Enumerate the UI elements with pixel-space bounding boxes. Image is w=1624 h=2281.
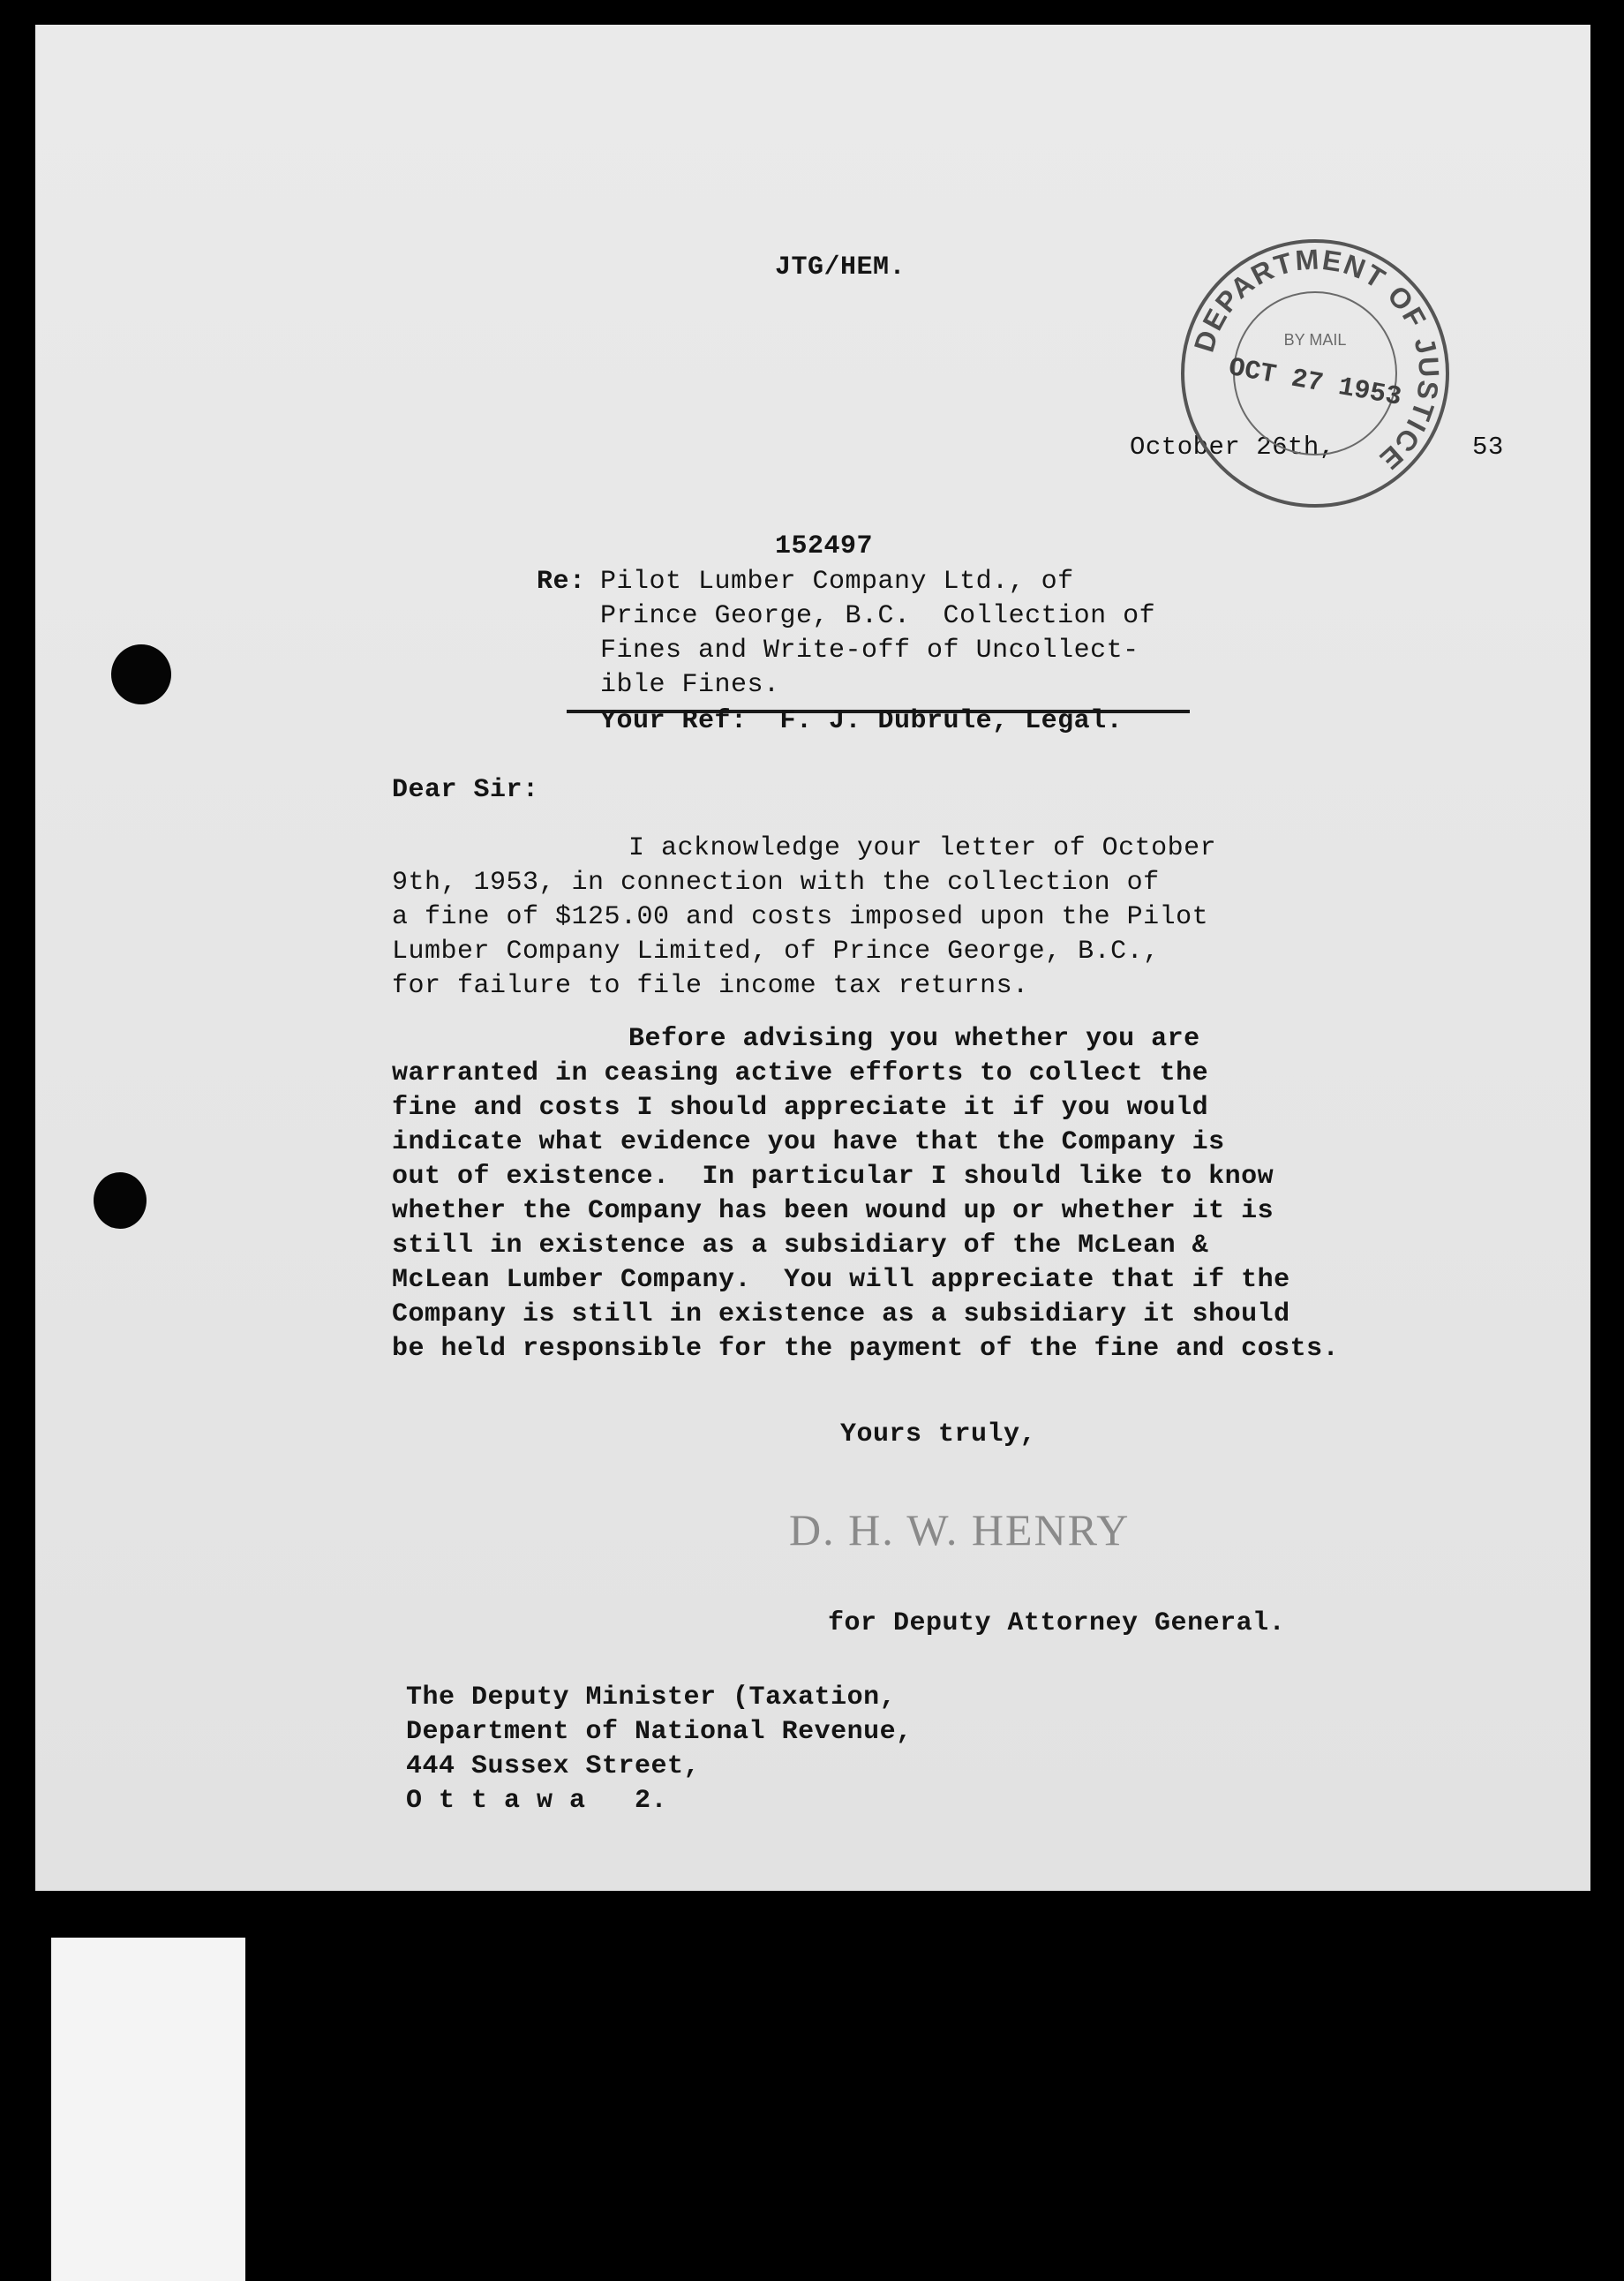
paragraph1-line-4: Lumber Company Limited, of Prince George, B.C.,: [392, 937, 1160, 967]
paragraph1-line-2: 9th, 1953, in connection with the collection of: [392, 868, 1160, 898]
signature-title: for Deputy Attorney General.: [828, 1608, 1286, 1638]
stamp-via: BY MAIL: [1283, 331, 1347, 349]
paragraph2-line-9: Company is still in existence as a subsidiary it should: [392, 1299, 1290, 1329]
letter-date: October 26th,: [1130, 433, 1335, 462]
letter-year: 53: [1472, 433, 1504, 462]
punch-hole-bottom: [94, 1172, 147, 1229]
reference-initials: JTG/HEM.: [775, 252, 906, 282]
re-line-2: Prince George, B.C. Collection of: [600, 601, 1156, 631]
re-line-1: Pilot Lumber Company Ltd., of: [600, 567, 1074, 597]
punch-hole-top: [111, 644, 171, 704]
stamp-ring-text: DEPARTMENT OF JUSTICE: [1187, 243, 1446, 478]
letter-page: [35, 25, 1590, 1891]
re-line-3: Fines and Write-off of Uncollect-: [600, 636, 1139, 666]
paragraph2-line-3: fine and costs I should appreciate it if you would: [392, 1093, 1209, 1123]
addressee-line-2: Department of National Revenue,: [406, 1717, 913, 1747]
department-of-justice-stamp: [1174, 232, 1456, 515]
file-number: 152497: [775, 531, 874, 561]
re-line-4: ible Fines.: [600, 670, 780, 700]
stamp-date: OCT 27 1953: [1226, 353, 1404, 413]
paragraph2-line-7: still in existence as a subsidiary of the McLean &: [392, 1231, 1209, 1261]
paragraph2-line-1: Before advising you whether you are: [628, 1024, 1200, 1054]
paragraph2-line-10: be held responsible for the payment of the fine and costs.: [392, 1334, 1340, 1364]
addressee-line-4: O t t a w a 2.: [406, 1786, 668, 1816]
paragraph2-line-8: McLean Lumber Company. You will appreciate that if the: [392, 1265, 1290, 1295]
re-label: Re:: [537, 567, 586, 597]
salutation: Dear Sir:: [392, 775, 539, 805]
white-card: [51, 1938, 245, 2281]
paragraph2-line-4: indicate what evidence you have that the Company is: [392, 1127, 1225, 1157]
paragraph2-line-5: out of existence. In particular I should like to know: [392, 1162, 1274, 1192]
closing: Yours truly,: [840, 1419, 1037, 1449]
signature-stamp: D. H. W. HENRY: [789, 1505, 1131, 1555]
paragraph1-line-5: for failure to file income tax returns.: [392, 971, 1029, 1001]
addressee-line-3: 444 Sussex Street,: [406, 1751, 701, 1781]
paragraph2-line-2: warranted in ceasing active efforts to collect the: [392, 1058, 1209, 1088]
paragraph2-line-6: whether the Company has been wound up or whether it is: [392, 1196, 1274, 1226]
your-reference: Your Ref: F. J. Dubrule, Legal.: [600, 706, 1124, 736]
paragraph1-line-3: a fine of $125.00 and costs imposed upon the Pilot: [392, 902, 1209, 932]
paragraph1-line-1: I acknowledge your letter of October: [628, 833, 1217, 863]
addressee-line-1: The Deputy Minister (Taxation,: [406, 1683, 897, 1713]
